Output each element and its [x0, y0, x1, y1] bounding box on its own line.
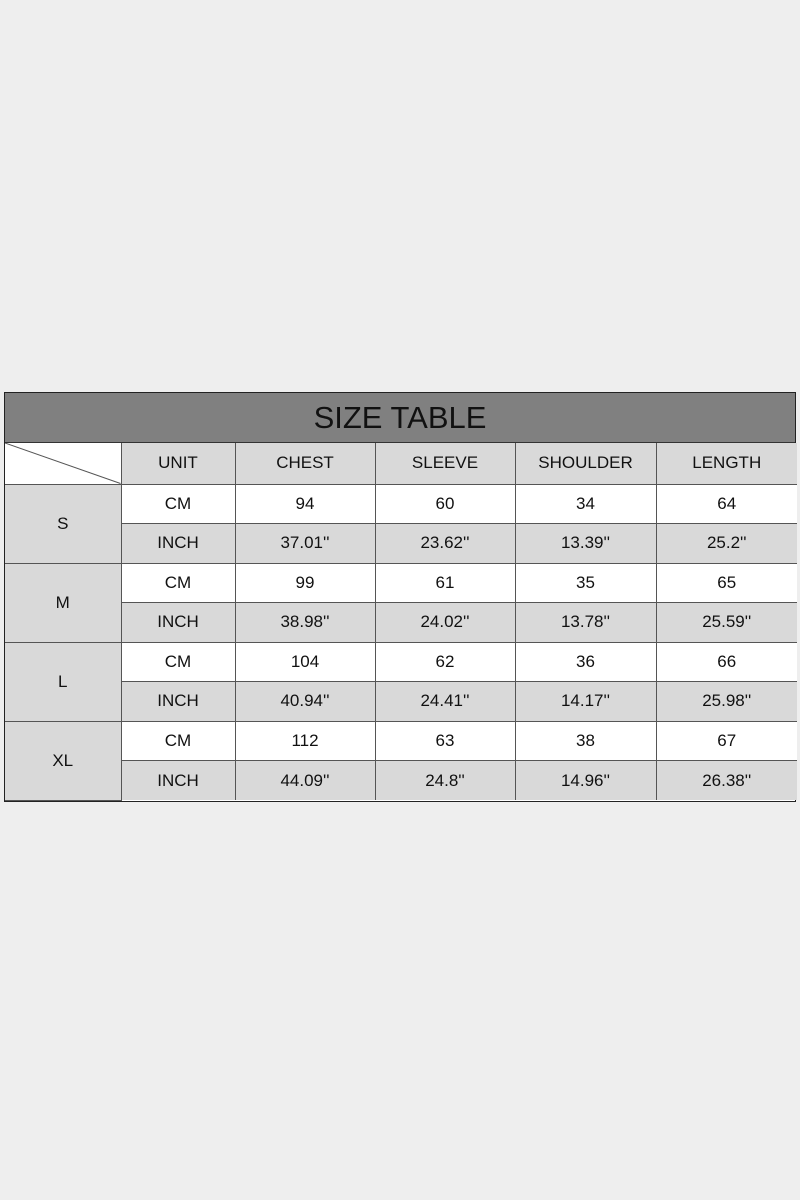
sleeve-value: 23.62''	[375, 524, 515, 564]
sleeve-value: 24.41''	[375, 682, 515, 722]
length-value: 26.38''	[656, 761, 797, 801]
shoulder-value: 36	[515, 642, 656, 682]
column-header-chest: CHEST	[235, 443, 375, 484]
shoulder-value: 13.39''	[515, 524, 656, 564]
size-label-m: M	[5, 563, 121, 642]
shoulder-value: 14.96''	[515, 761, 656, 801]
size-label-xl: XL	[5, 721, 121, 800]
length-value: 25.2''	[656, 524, 797, 564]
column-header-sleeve: SLEEVE	[375, 443, 515, 484]
unit-cell: INCH	[121, 761, 235, 801]
sleeve-value: 61	[375, 563, 515, 603]
table-row	[5, 563, 797, 603]
unit-cell: INCH	[121, 682, 235, 722]
sleeve-value: 60	[375, 484, 515, 524]
chest-value: 40.94''	[235, 682, 375, 722]
table-row	[5, 524, 797, 564]
size-table	[4, 392, 796, 802]
unit-cell: CM	[121, 484, 235, 524]
sleeve-value: 24.02''	[375, 603, 515, 643]
chest-value: 94	[235, 484, 375, 524]
table-row	[5, 642, 797, 682]
shoulder-value: 34	[515, 484, 656, 524]
table-row	[5, 721, 797, 761]
length-value: 25.59''	[656, 603, 797, 643]
table-row	[5, 603, 797, 643]
table-row	[5, 682, 797, 722]
size-label-l: L	[5, 642, 121, 721]
chest-value: 44.09''	[235, 761, 375, 801]
chest-value: 99	[235, 563, 375, 603]
header-row	[5, 443, 797, 484]
column-header-shoulder: SHOULDER	[515, 443, 656, 484]
length-value: 65	[656, 563, 797, 603]
unit-cell: CM	[121, 563, 235, 603]
length-value: 64	[656, 484, 797, 524]
size-label-s: S	[5, 484, 121, 563]
chest-value: 38.98''	[235, 603, 375, 643]
chest-value: 112	[235, 721, 375, 761]
corner-cell	[5, 443, 121, 484]
length-value: 66	[656, 642, 797, 682]
table-row	[5, 761, 797, 801]
shoulder-value: 35	[515, 563, 656, 603]
size-table-grid	[5, 443, 797, 801]
length-value: 67	[656, 721, 797, 761]
unit-cell: INCH	[121, 524, 235, 564]
size-table-title: SIZE TABLE	[5, 393, 795, 443]
column-header-length: LENGTH	[656, 443, 797, 484]
shoulder-value: 13.78''	[515, 603, 656, 643]
column-header-unit: UNIT	[121, 443, 235, 484]
length-value: 25.98''	[656, 682, 797, 722]
sleeve-value: 63	[375, 721, 515, 761]
chest-value: 104	[235, 642, 375, 682]
unit-cell: CM	[121, 721, 235, 761]
table-row	[5, 484, 797, 524]
diagonal-divider-icon	[5, 443, 121, 484]
sleeve-value: 24.8''	[375, 761, 515, 801]
unit-cell: INCH	[121, 603, 235, 643]
chest-value: 37.01''	[235, 524, 375, 564]
unit-cell: CM	[121, 642, 235, 682]
sleeve-value: 62	[375, 642, 515, 682]
shoulder-value: 14.17''	[515, 682, 656, 722]
shoulder-value: 38	[515, 721, 656, 761]
